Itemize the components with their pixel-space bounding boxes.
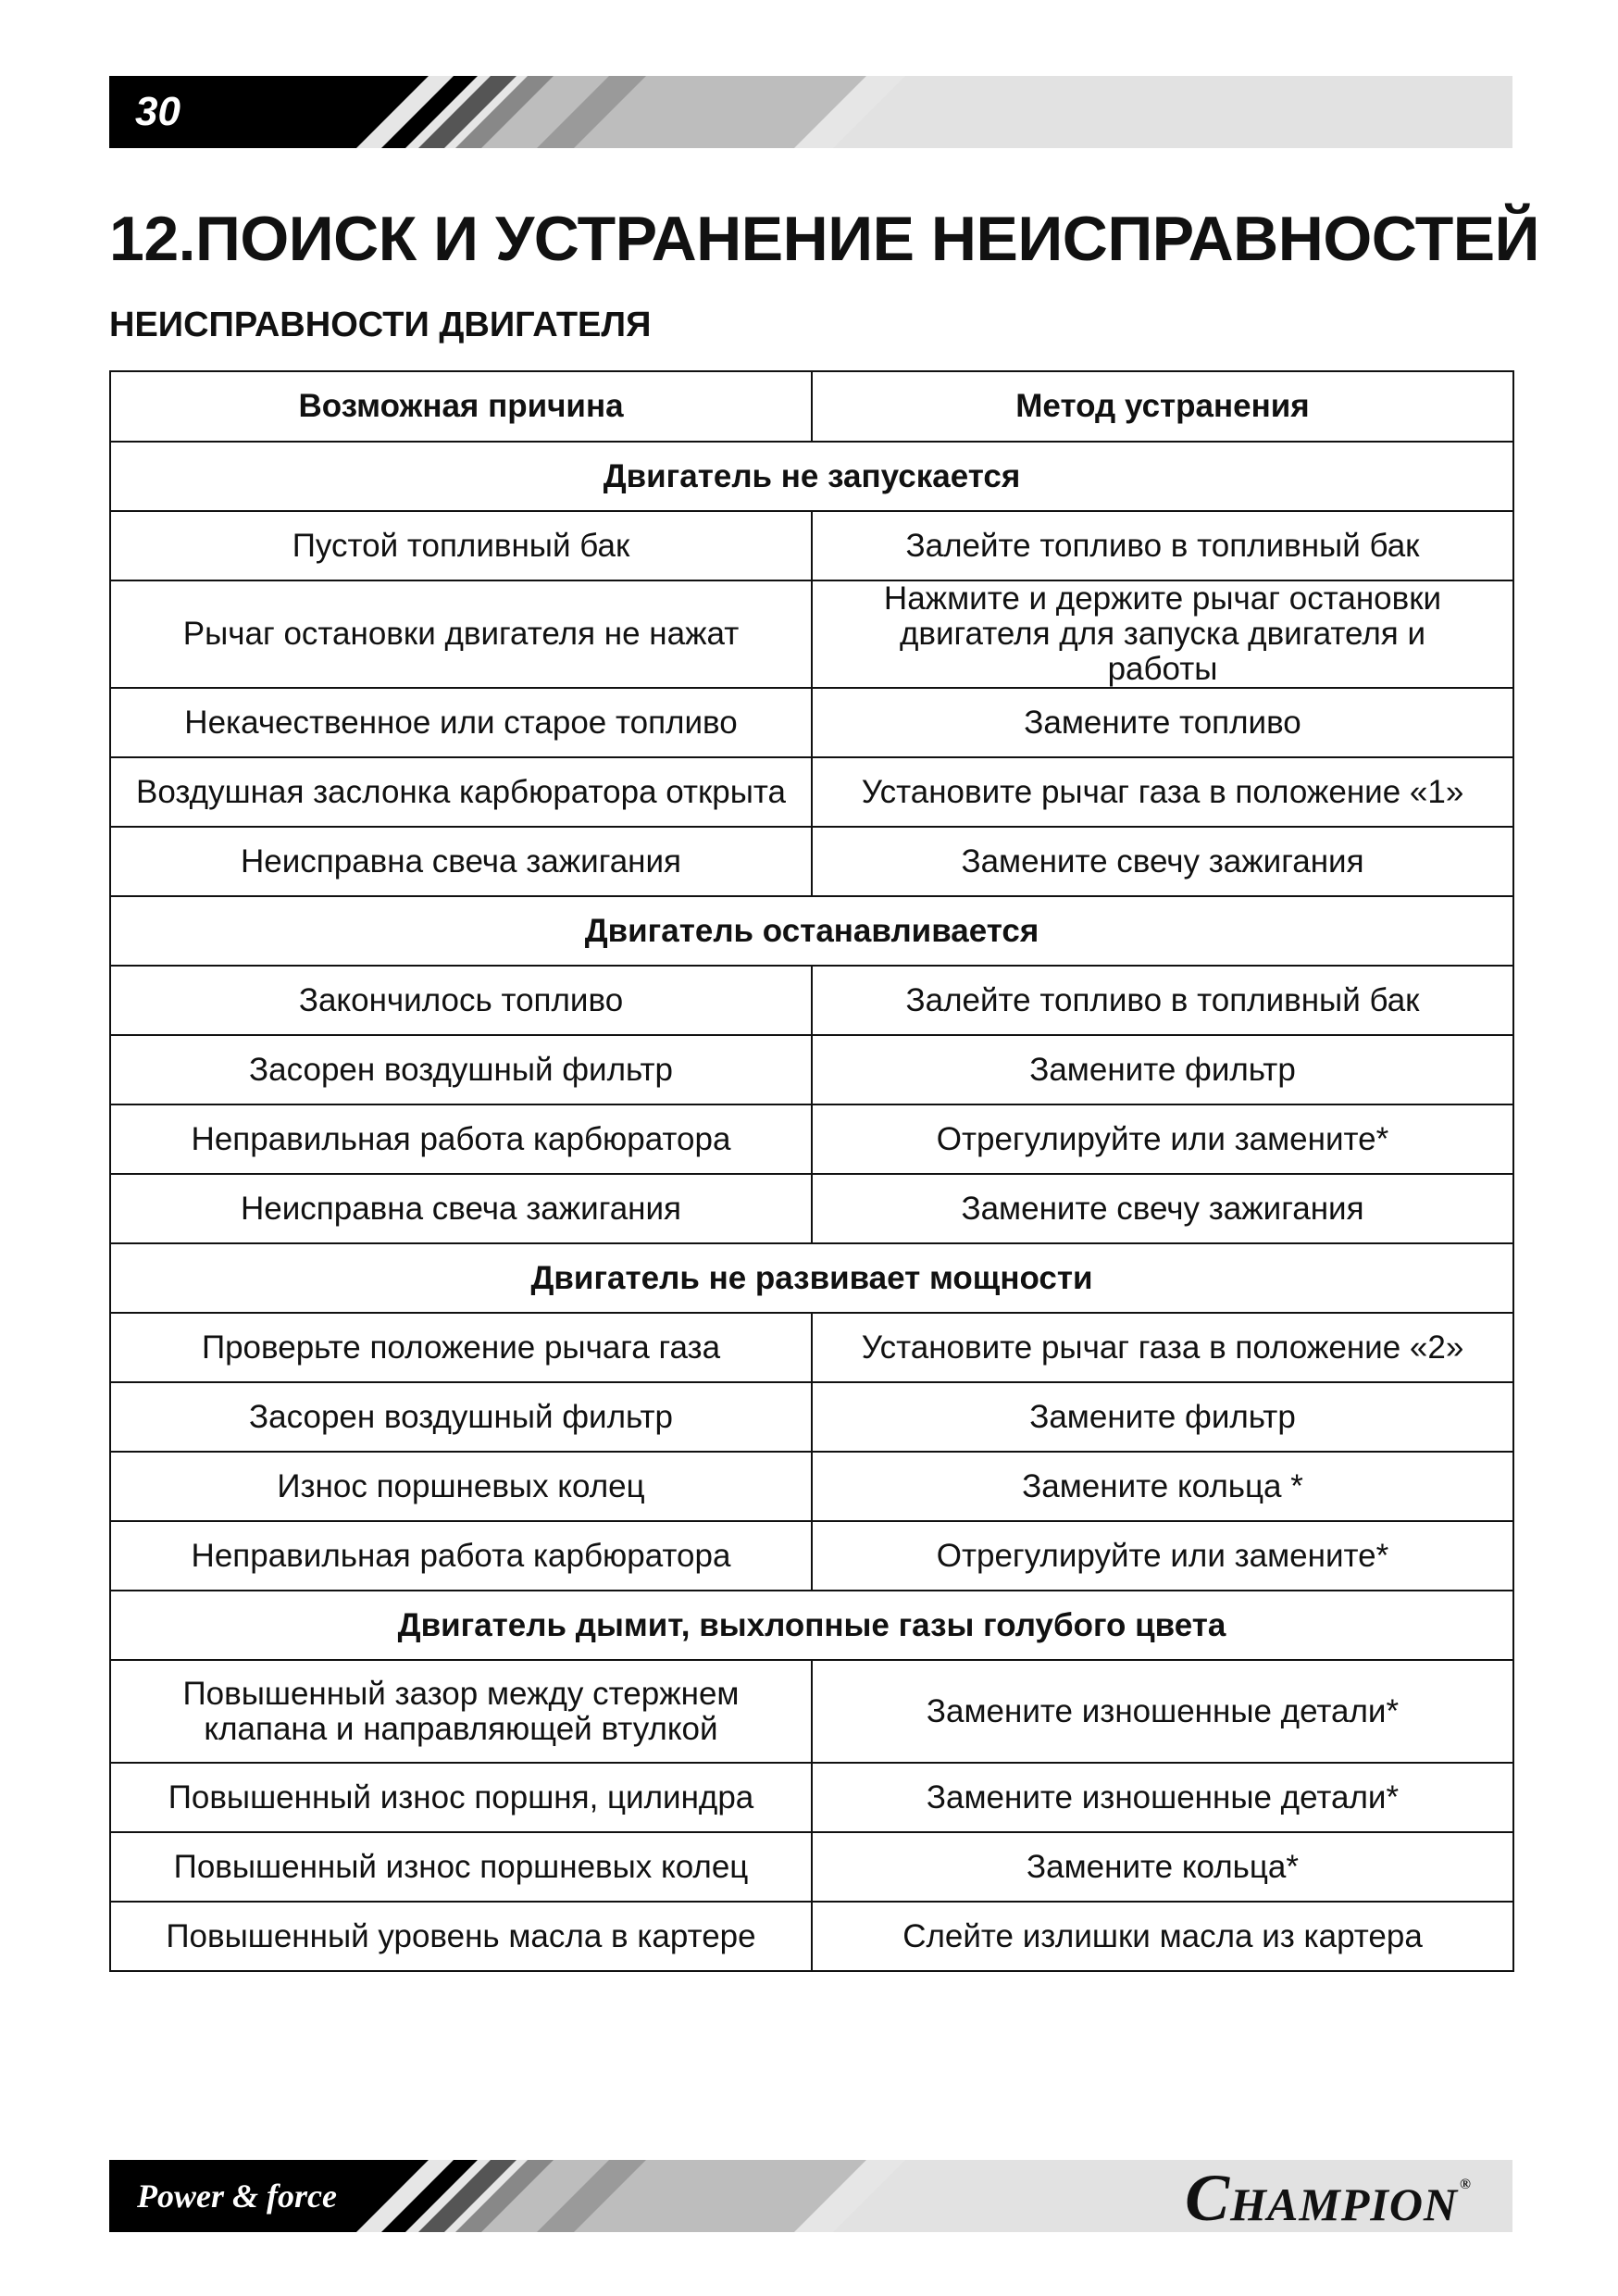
page-number: 30 — [135, 89, 180, 134]
fix-cell: Установите рычаг газа в положение «1» — [812, 757, 1513, 827]
fix-cell: Замените фильтр — [812, 1382, 1513, 1452]
table-row — [110, 1832, 1513, 1902]
column-header-cause: Возможная причина — [110, 371, 812, 442]
brand-initial: C — [1185, 2161, 1231, 2235]
cause-cell: Проверьте положение рычага газа — [110, 1313, 812, 1382]
group-row — [110, 1243, 1513, 1313]
fix-cell: Замените свечу зажигания — [812, 1174, 1513, 1243]
table-row — [110, 827, 1513, 896]
table-row — [110, 1174, 1513, 1243]
fix-cell: Слейте излишки масла из картера — [812, 1902, 1513, 1971]
table-row — [110, 1452, 1513, 1521]
table-row — [110, 688, 1513, 757]
cause-cell: Рычаг остановки двигателя не нажат — [110, 580, 812, 688]
section-title: НЕИСПРАВНОСТИ ДВИГАТЕЛЯ — [109, 306, 652, 344]
fix-cell: Залейте топливо в топливный бак — [812, 966, 1513, 1035]
table-row — [110, 1313, 1513, 1382]
cause-cell: Повышенный зазор между стержнем клапана и направляющей втулкой — [110, 1660, 812, 1763]
fix-cell: Замените изношенные детали* — [812, 1763, 1513, 1832]
group-title: Двигатель не запускается — [110, 442, 1513, 511]
fix-cell: Замените фильтр — [812, 1035, 1513, 1104]
fix-cell: Отрегулируйте или замените* — [812, 1104, 1513, 1174]
group-row — [110, 1591, 1513, 1660]
fix-cell: Нажмите и держите рычаг остановки двигателя для запуска двигателя и работы — [812, 580, 1513, 688]
fix-cell: Замените свечу зажигания — [812, 827, 1513, 896]
group-row — [110, 442, 1513, 511]
cause-cell: Неисправна свеча зажигания — [110, 1174, 812, 1243]
cause-cell: Засорен воздушный фильтр — [110, 1382, 812, 1452]
table-row — [110, 1763, 1513, 1832]
table-row — [110, 1035, 1513, 1104]
cause-cell: Закончилось топливо — [110, 966, 812, 1035]
table-row — [110, 1660, 1513, 1763]
fix-cell: Установите рычаг газа в положение «2» — [812, 1313, 1513, 1382]
table-row — [110, 580, 1513, 688]
cause-cell: Неправильная работа карбюратора — [110, 1521, 812, 1591]
fix-cell: Замените кольца* — [812, 1832, 1513, 1902]
cause-cell: Неисправна свеча зажигания — [110, 827, 812, 896]
table-row — [110, 757, 1513, 827]
cause-cell: Повышенный износ поршня, цилиндра — [110, 1763, 812, 1832]
registered-mark: ® — [1460, 2177, 1472, 2192]
troubleshooting-table — [109, 370, 1514, 1972]
table-row — [110, 966, 1513, 1035]
table-row — [110, 511, 1513, 580]
fix-cell: Отрегулируйте или замените* — [812, 1521, 1513, 1591]
cause-cell: Повышенный износ поршневых колец — [110, 1832, 812, 1902]
cause-cell: Повышенный уровень масла в картере — [110, 1902, 812, 1971]
header-stripes-graphic — [109, 76, 1512, 148]
fix-cell: Замените изношенные детали* — [812, 1660, 1513, 1763]
cause-cell: Пустой топливный бак — [110, 511, 812, 580]
page-title: 12.ПОИСК И УСТРАНЕНИЕ НЕИСПРАВНОСТЕЙ — [109, 204, 1539, 274]
cause-cell: Неправильная работа карбюратора — [110, 1104, 812, 1174]
fix-cell: Залейте топливо в топливный бак — [812, 511, 1513, 580]
header-band — [109, 76, 1512, 148]
table-row — [110, 1902, 1513, 1971]
fix-cell: Замените топливо — [812, 688, 1513, 757]
cause-cell: Засорен воздушный фильтр — [110, 1035, 812, 1104]
cause-cell: Некачественное или старое топливо — [110, 688, 812, 757]
group-title: Двигатель останавливается — [110, 896, 1513, 966]
table-header-row — [110, 371, 1513, 442]
cause-cell: Износ поршневых колец — [110, 1452, 812, 1521]
table-row — [110, 1104, 1513, 1174]
footer-band — [109, 2160, 1512, 2235]
group-title: Двигатель дымит, выхлопные газы голубого цвета — [110, 1591, 1513, 1660]
fix-cell: Замените кольца * — [812, 1452, 1513, 1521]
table-row — [110, 1382, 1513, 1452]
champion-logo — [1185, 2162, 1472, 2234]
footer-slogan: Power & force — [137, 2177, 337, 2215]
cause-cell: Воздушная заслонка карбюратора открыта — [110, 757, 812, 827]
table-row — [110, 1521, 1513, 1591]
group-row — [110, 896, 1513, 966]
brand-name: HAMPION — [1230, 2178, 1459, 2230]
group-title: Двигатель не развивает мощности — [110, 1243, 1513, 1313]
column-header-fix: Метод устранения — [812, 371, 1513, 442]
